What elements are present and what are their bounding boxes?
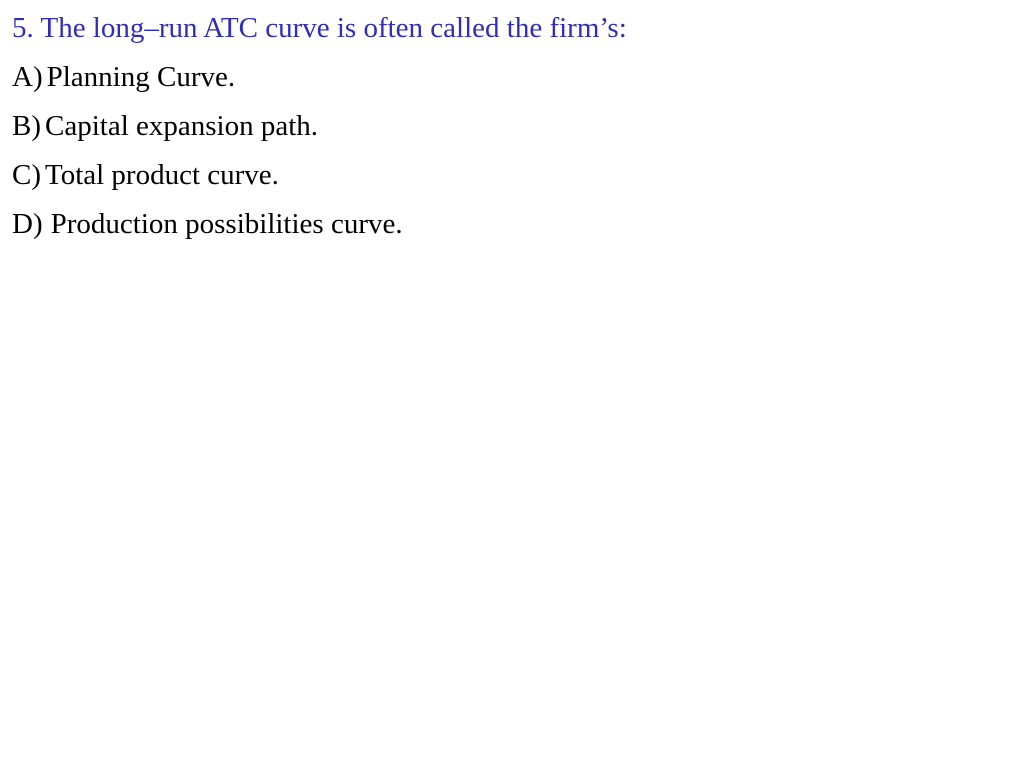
choice-letter: D) [12, 208, 43, 240]
choice-c [12, 161, 403, 210]
choice-b [12, 112, 403, 161]
question-text: 5. The long–run ATC curve is often called the firm’s: [12, 12, 627, 44]
choice-letter: C) [12, 159, 41, 191]
answer-choices [12, 63, 403, 259]
choice-a [12, 63, 403, 112]
choice-text: Planning Curve. [46, 61, 236, 93]
choice-d [12, 210, 403, 259]
choice-text: Production possibilities curve. [50, 208, 403, 240]
choice-letter: A) [12, 61, 43, 93]
choice-text: Capital expansion path. [45, 110, 319, 142]
choice-letter: B) [12, 110, 41, 142]
choice-text: Total product curve. [45, 159, 279, 191]
